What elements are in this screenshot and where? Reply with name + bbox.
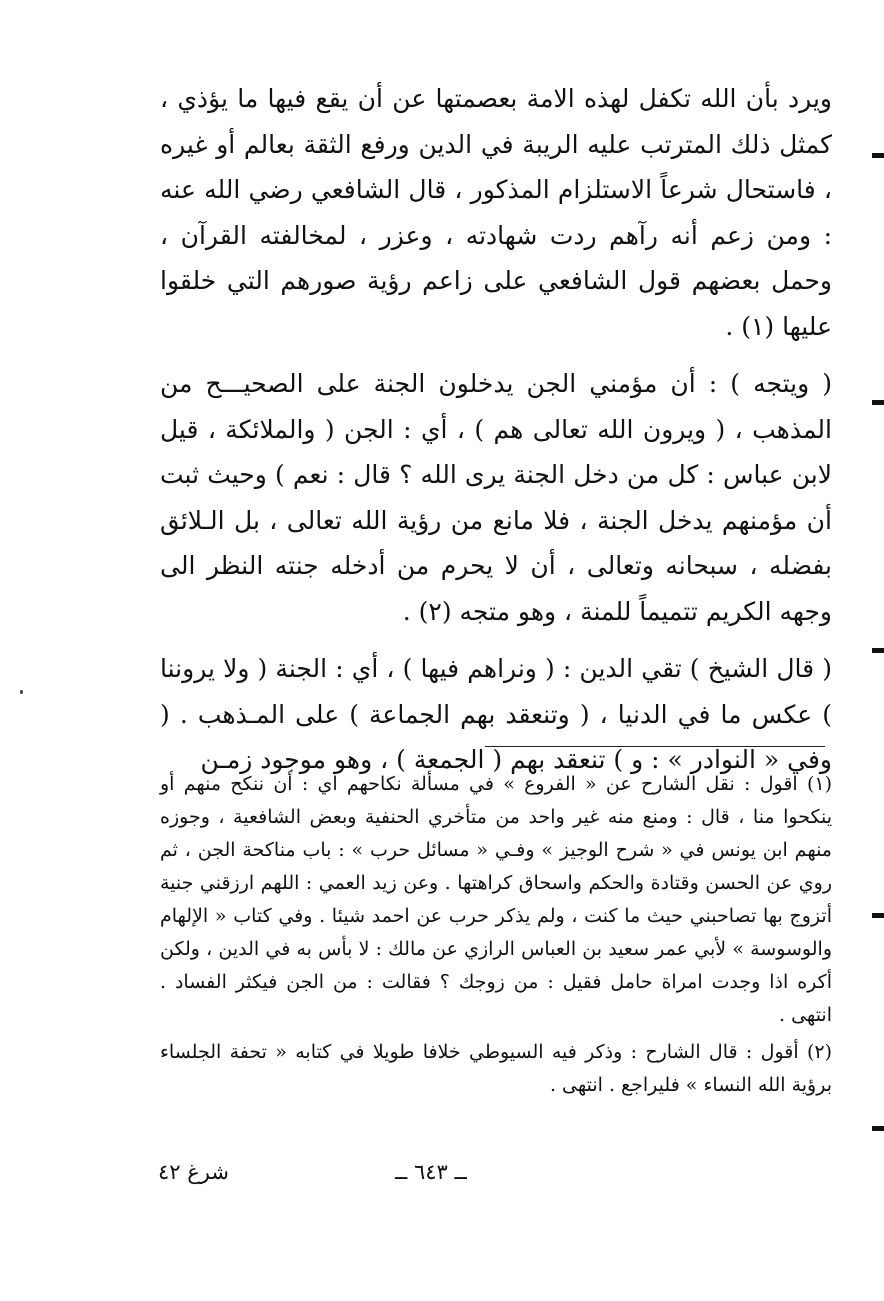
edge-mark xyxy=(872,913,884,918)
footnote-1: (١) اقول : نقل الشارح عن « الفروع » في مسألة نكاحهم اي : أن ننكح منهم أو ينكحوا منا ، قال : ومنع منه غير واحد من متأخري الحنفية وبعض الشافعية ، وجوزه منهم ابن يونس في « شرح الوجيز » وفـي « مسائل حرب » : باب مناكحة الجن ، ثم روي عن الحسن وقتادة والحكم واسحاق كراهتها . وعن زيد العمي : اللهم ارزقني جنية أتزوج بها تصاحبني حيث ما كنت ، ولم يذكر حرب عن احمد شيئا . وفي كتاب « الإلهام والوسوسة » لأبي عمر سعيد بن العباس الرازي عن مالك : لا بأس به في الدين ، ولكن أكره اذا وجدت امراة حامل فقيل : من زوجك ؟ فقالت : من الجن فيكثر الفساد . انتهى . xyxy=(160,773,832,1026)
paragraph-1: ويرد بأن الله تكفل لهذه الامة بعصمتها عن أن يقع فيها ما يؤذي ، كمثل ذلك المترتب عليه الريبة في الدين ورفع الثقة بعالم أو غيره ، فاستحال شرعاً الاستلزام المذكور ، قال الشافعي رضي الله عنه : ومن زعم أنه رآهم ردت شهادته ، وعزر ، لمخالفته القرآن ، وحمل بعضهم قول الشافعي على زاعم رؤية صورهم التي خلقوا عليها (١) . xyxy=(160,84,832,341)
edge-mark xyxy=(872,400,884,405)
paragraph-3: ( قال الشيخ ) تقي الدين : ( ونراهم فيها ) ، أي : الجنة ( ولا يروننا ) عكس ما في الدنيا ، ( وتنعقد بهم الجماعة ) على المـذهب . ( وفي « النوادر » : و ) تنعقد بهم ( الجمعة ) ، وهو موجود زمـن xyxy=(160,654,832,774)
scan-speck xyxy=(20,690,23,694)
edge-mark xyxy=(872,1126,884,1131)
edge-mark xyxy=(872,648,884,653)
page-footer xyxy=(0,1160,884,1200)
signature-mark: شرغ ٤٢ xyxy=(158,1160,229,1184)
footnotes xyxy=(160,768,832,1106)
footnote-separator xyxy=(485,746,825,747)
edge-mark xyxy=(872,153,884,158)
footnote-2: (٢) أقول : قال الشارح : وذكر فيه السيوطي خلافا طويلا في كتابه « تحفة الجلساء برؤية الله النساء » فليراجع . انتهى . xyxy=(160,1041,832,1096)
paragraph-2: ( ويتجه ) : أن مؤمني الجن يدخلون الجنة على الصحيـــح من المذهب ، ( ويرون الله تعالى هم ) ، أي : الجن ( والملائكة ، قيل لابن عباس : كل من دخل الجنة يرى الله ؟ قال : نعم ) وحيث ثبت أن مؤمنهم يدخل الجنة ، فلا مانع من رؤية الله تعالى ، بل الـلائق بفضله ، سبحانه وتعالى ، أن لا يحرم من أدخله جنته النظر الى وجهه الكريم تتميماً للمنة ، وهو متجه (٢) . xyxy=(160,369,832,626)
page-number: ــ ٦٤٣ ــ xyxy=(395,1160,467,1184)
main-text xyxy=(160,76,832,795)
